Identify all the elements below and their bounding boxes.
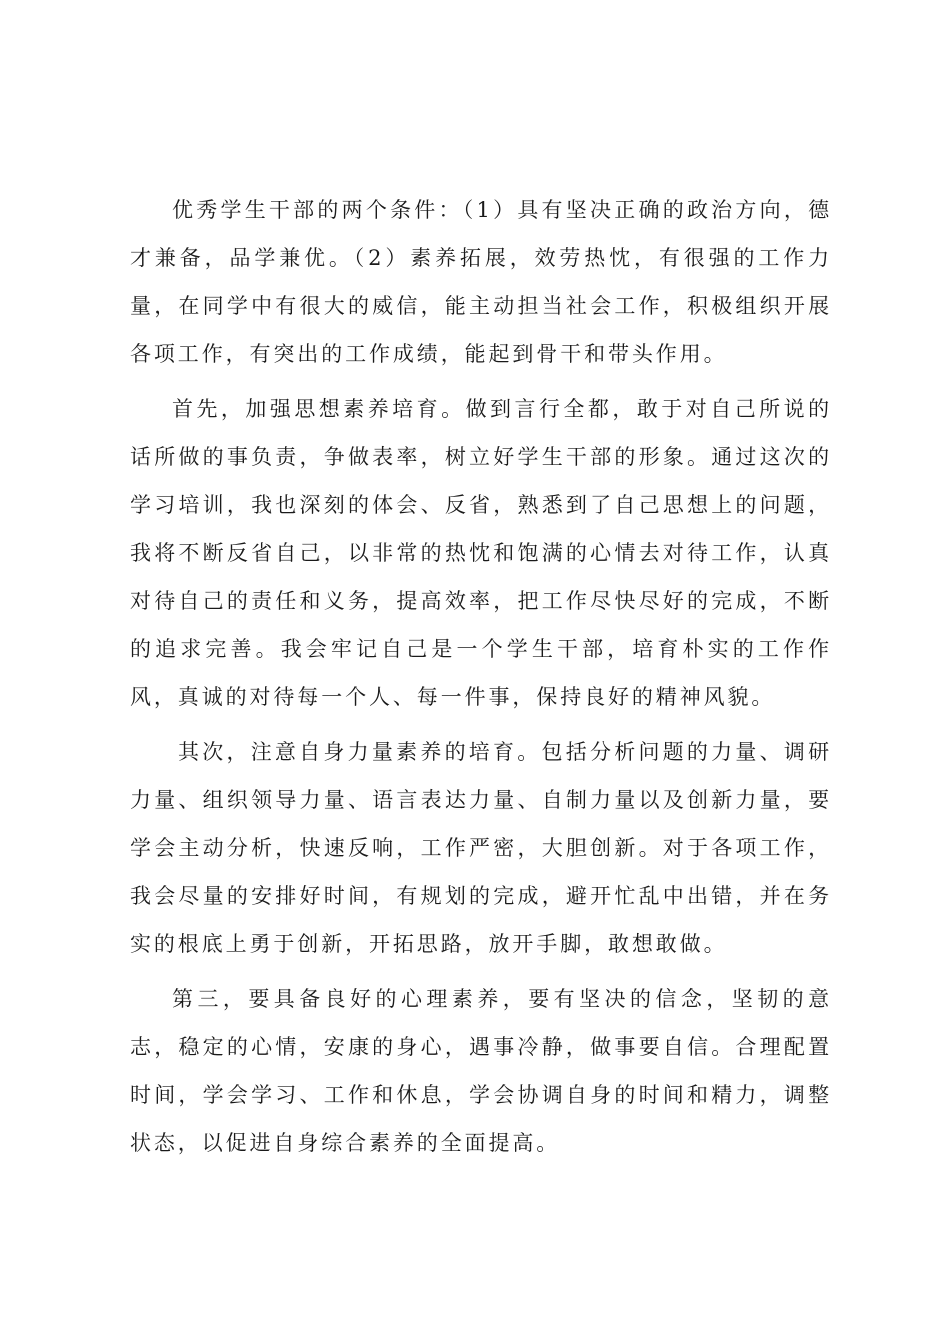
paragraph-first: 首先，加强思想素养培育。做到言行全都，敢于对自己所说的话所做的事负责，争做表率，树立好学生干部的形象。通过这次的学习培训，我也深刻的体会、反省，熟悉到了自己思想上的问题，我将不断反省自己，以非常的热忱和饱满的心情去对待工作，认真对待自己的责任和义务，提高效率，把工作尽快尽好的完成，不断的追求完善。我会牢记自己是一个学生干部，培育朴实的工作作风，真诚的对待每一个人、每一件事，保持良好的精神风貌。 — [130, 397, 832, 709]
paragraph-conditions: 优秀学生干部的两个条件：（1）具有坚决正确的政治方向，德才兼备，品学兼优。（2）素养拓展，效劳热忱，有很强的工作力量，在同学中有很大的威信，能主动担当社会工作，积极组织开展各项工作，有突出的工作成绩，能起到骨干和带头作用。 — [130, 198, 832, 366]
paragraph-second: 其次，注意自身力量素养的培育。包括分析问题的力量、调研力量、组织领导力量、语言表达力量、自制力量以及创新力量，要学会主动分析，快速反响，工作严密，大胆创新。对于各项工作，我会尽量的安排好时间，有规划的完成，避开忙乱中出错，并在务实的根底上勇于创新，开拓思路，放开手脚，敢想敢做。 — [130, 740, 832, 956]
document-body — [130, 186, 832, 1174]
paragraph-third: 第三，要具备良好的心理素养，要有坚决的信念，坚韧的意志，稳定的心情，安康的身心，遇事冷静，做事要自信。合理配置时间，学会学习、工作和休息，学会协调自身的时间和精力，调整状态，以促进自身综合素养的全面提高。 — [130, 987, 832, 1155]
